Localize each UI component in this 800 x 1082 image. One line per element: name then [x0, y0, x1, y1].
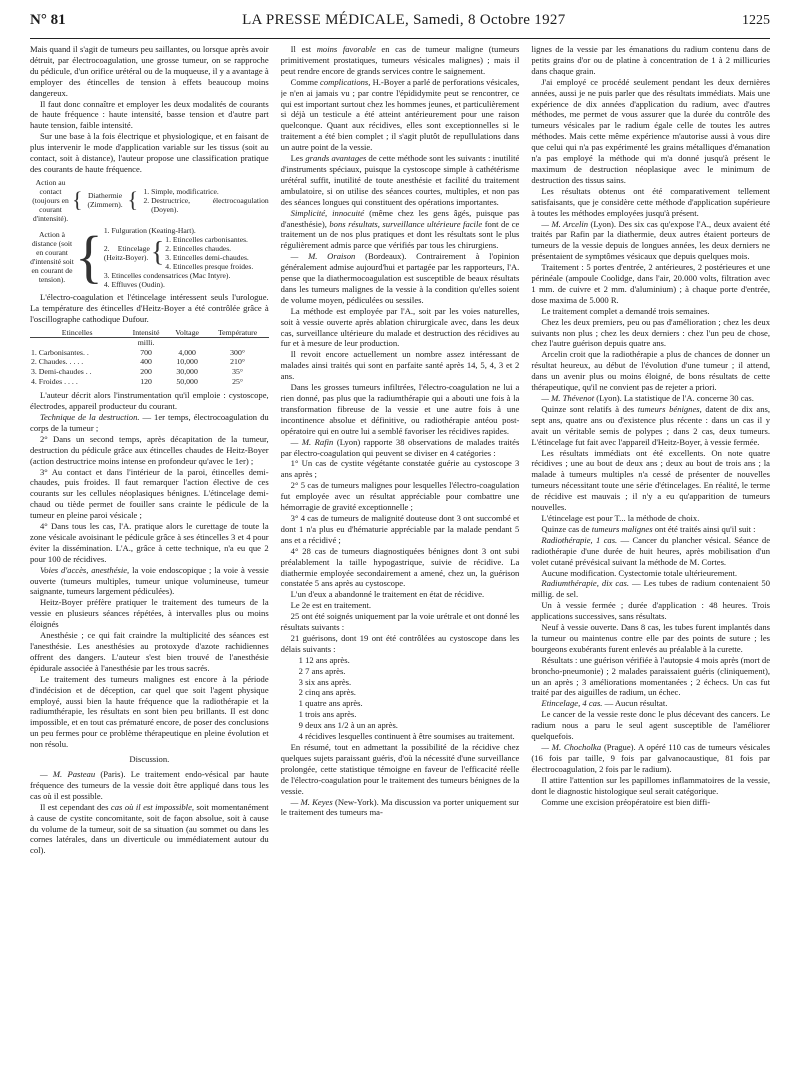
table-header: Température	[206, 328, 268, 338]
classification-sublist	[165, 235, 253, 271]
paragraph: Le 2e est en traitement.	[290, 600, 372, 611]
classification-distance	[30, 226, 269, 289]
classification-item: 1. Fulguration (Keating-Hart).	[103, 225, 196, 235]
list-item: 4 récidives lesquelles continuent à être soumises au traitement.	[298, 731, 515, 742]
classification-label: Action à distance (soit en courant d'intensité soit en courant de tension).	[30, 230, 74, 285]
paragraph: Dans les grosses tumeurs infiltrées, l'électro-coagulation ne lui a rien donné, pas plus que la radiumthérapie qui a abouti une fois à la transformation fibreuse de la vessie et une autre fois à une incontinence absolue et définitive, ou radiothérapie antéou post-opératoire qui en outre lui a semblé favoriser les récidives rapides.	[280, 382, 520, 436]
list-item: 1 12 ans après.	[298, 654, 350, 665]
paragraph: Simplicité, innocuité (même chez les gens âgés, puisque pas d'anesthésie), bons résultats, surveillance ultérieure facile font de ce traitement un de nos plus pratiques et dont les résultats sont le plus régulièrement admis parce que vérifiés par tous les chirurgiens.	[280, 207, 520, 251]
column-3	[531, 44, 770, 1074]
paragraph: — M. Pasteau (Paris). Le traitement endo-vésical par haute fréquence des tumeurs de la vessie doit être appliqué dans tous les cas où il est possible.	[30, 768, 269, 801]
paragraph: Le traitement complet a demandé trois semaines.	[541, 305, 710, 316]
paragraph: 25 ont été soignés uniquement par la voie urétrale et ont donné les résultats suivants :	[280, 611, 520, 633]
table-header: Intensité	[124, 328, 167, 338]
paragraph: Radiothérapie, 1 cas. — Cancer du plancher vésical. Séance de radiothérapie d'une durée de huit heures, après mobilisation d'un volet cutané prévésical suivant la méthode de M. Cortes.	[531, 534, 771, 567]
classification-label: Action au contact (toujours en courant d'intensité).	[32, 177, 69, 223]
paragraph: Le cancer de la vessie reste donc le plus décevant des cancers. Le radium nous a paru le seul agent susceptible de l'améliorer quelquefois.	[531, 709, 771, 742]
article-columns	[30, 44, 770, 1074]
paragraph: Un à vessie fermée ; durée d'application : 48 heures. Trois applications successives, sans résultats.	[531, 600, 771, 622]
paragraph: Quinze cas de tumeurs malignes ont été traités ainsi qu'il suit :	[541, 523, 756, 534]
list-item: 1 trois ans après.	[298, 709, 357, 720]
table-header: Voltage	[168, 328, 207, 338]
classification-mid: 2. Etincelage (Heitz-Boyer).	[103, 243, 150, 262]
paragraph: Il attire l'attention sur les papillomes inflammatoires de la vessie, dont le diagnostic histologique seul serait catégorique.	[531, 774, 771, 796]
classification-item: 2. Etincelles chaudes.	[165, 243, 232, 253]
classification-item: 1. Etincelles carbonisantes.	[165, 234, 248, 244]
paragraph: Technique de la destruction. — 1er temps, électrocoagulation du corps de la tumeur ;	[30, 411, 269, 433]
paragraph: Chez les deux premiers, peu ou pas d'amélioration ; chez les deux suivants non plus ; chez les deux derniers : chez l'un peu de chose, chez l'autre guérison depuis quatre ans.	[531, 316, 771, 349]
paragraph: 1° Un cas de cystite végétante constatée guérie au cystoscope 3 ans après ;	[280, 458, 520, 480]
page-number: 1225	[741, 13, 770, 28]
paragraph: Neuf à vessie ouverte. Dans 8 cas, les tubes furent implantés dans la tumeur ou maintenus contre elle par des points de suture ; les bourgeons exubérants furent enlevés au préalable à la curette.	[531, 622, 771, 654]
sparks-table	[30, 328, 269, 387]
list-item: 2 7 ans après.	[298, 665, 346, 676]
brace: {	[127, 187, 139, 213]
paragraph: Quinze sont relatifs à des tumeurs bénignes, datent de dix ans, sept ans, quatre ans ou d'existence plus récente : dans un cas il y avait un véritable semis de polypes ; dans 2 cas, deux tumeurs. L'étincelage fut fait avec l'appareil d'Heitz-Boyer, à vessie fermée.	[531, 403, 771, 447]
paragraph: La méthode est employée par l'A., soit par les voies naturelles, soit à vessie ouverte après ablation chirurgicale avec, dans les deux cas, surveillance ultérieure du malade et destruction des récidives au fur et à mesure de leur production.	[280, 305, 520, 349]
list-item: 9 deux ans 1/2 à un an après.	[298, 720, 398, 731]
list-item: 3 six ans après.	[298, 676, 352, 687]
paragraph: 3° Au contact et dans l'intérieur de la paroi, étincelles demi-chaudes, puis froides. Il faut remarquer l'action élective de ces courants sur les cellules néoplasiques bénignes. L'étincelage demi-chaud ou tiède permet de fouiller sans crainte le pédicule de la tumeur en pleine paroi vésicale ;	[30, 466, 269, 521]
classification-item: 3. Etincelles demi-chaudes.	[165, 252, 249, 262]
paragraph: Il est moins favorable en cas de tumeur maligne (tumeurs primitivement prostatiques, tumeurs vésicales malignes) ; mais il peut rendre encore de grands services contre le saignement.	[280, 44, 520, 76]
paragraph: Arcelin croit que la radiothérapie a plus de chances de donner un résultat heureux, au début de l'évolution d'une tumeur ; il attend, dans un avenir plus ou moins éloigné, de bons résultats de cette thérapeutique, qu'il ne convient pas de rejeter a priori.	[531, 349, 771, 393]
paragraph: 2° Dans un second temps, après décapitation de la tumeur, destruction du pédicule grâce aux étincelles chaudes de Heitz-Boyer (action destructrice moins intense en profondeur qu'avec le 1er) ;	[30, 433, 269, 466]
paragraph: Anesthésie ; ce qui fait craindre la multiplicité des séances est l'anesthésie. Les anesthésies au protoxyde d'azote rachidiennes offrent des dangers. L'auteur s'est bien trouvé de l'anesthésie épidurale associée à l'anesthésie par les trous sacrés.	[30, 630, 269, 673]
paragraph: Résultats : une guérison vérifiée à l'autopsie 4 mois après (mort de broncho-pneumonie) ; 2 malades paraissaient guéris (cliniquement), un an après ; 3 améliorations momentanées ; 2 échecs. Un cas fut traité par des aiguilles de radium, un échec.	[531, 654, 771, 698]
classification-item: 1. Simple, modificatrice.	[151, 187, 269, 196]
table-row: 3. Demi-chaudes . . 200 30,000 35°	[31, 366, 244, 376]
paragraph: Comme complications, H.-Boyer a parlé de perforations vésicales, je n'en ai jamais vu ; par contre l'épididymite peut se rencontrer, ce qui est important surtout chez les hommes jeunes, et particulièrement si déjà un testicule a été atteint antérieurement pour une raison quelconque. Quant aux récidives, elles sont exceptionnelles si le traitement a été bien complet ; il s'agit plutôt de repullulations dans un autre point de la vessie.	[280, 76, 520, 153]
discussion-heading: Discussion.	[129, 754, 170, 765]
paragraph: Il revoit encore actuellement un nombre assez intéressant de malades ainsi traités qui sont en parfaite santé après 14, 5, 4, 3 et 2 ans.	[280, 349, 520, 382]
paragraph: — M. Keyes (New-York). Ma discussion va porter uniquement sur le traitement des tumeurs ma-	[280, 796, 520, 818]
paragraph: L'étincelage est pour T... la méthode de choix.	[541, 512, 700, 523]
classification-item: 3. Etincelles condensatrices (Mac Intyre).	[103, 270, 231, 280]
paragraph: En résumé, tout en admettant la possibilité de la récidive chez quelques sujets paraissant guéris, d'où la nécessité d'une surveillance prolongée, cette statistique témoigne en faveur de l'efficacité réelle de l'électro-coagulation pour le traitement des tumeurs bénignes de la vessie.	[280, 742, 520, 796]
brace: {	[150, 236, 165, 268]
classification-item: 4. Effluves (Oudin).	[103, 279, 165, 289]
list-item: 2 cinq ans après.	[298, 687, 356, 698]
paragraph: Etincelage, 4 cas. — Aucun résultat.	[541, 698, 668, 709]
table-row: 1. Carbonisantes. . 700 4,000 300°	[31, 347, 245, 357]
paragraph: — M. Arcelin (Lyon). Des six cas qu'expose l'A., deux avaient été traités par Rafin par la diathermie, deux autres étaient porteurs de tumeurs de la vessie depuis de longues années, les deux derniers ne présentaient de symptômes vésicaux que depuis quelques mois.	[531, 218, 771, 262]
paragraph: L'électro-coagulation et l'étincelage intéressent seuls l'urologue. La température des étincelles d'Heitz-Boyer a été contrôlée grâce à l'oscillographe cathodique Dufour.	[30, 291, 269, 324]
brace: {	[72, 187, 83, 213]
paragraph: lignes de la vessie par les émanations du radium contenu dans de petits grains d'or ou de platine à concentration de 1 à 2 millicuries dans chaque grain.	[531, 44, 771, 76]
paragraph: 3° 4 cas de tumeurs de malignité douteuse dont 3 ont succombé et dont 1 n'a plus eu d'hématurie appréciable par la malade pendant 5 ans et a récidivé ;	[280, 512, 520, 545]
issue-number: N° 81	[30, 12, 66, 28]
paragraph: L'auteur décrit alors l'instrumentation qu'il emploie : cystoscope, électrodes, appareil producteur du courant.	[30, 390, 269, 412]
paragraph: J'ai employé ce procédé seulement pendant les deux dernières années, aussi je ne puis parler que des résultats immédiats. Mais une expérience de dix années d'application du radium, avec d'autres méthodes, me permet de vous assurer que la durée du contrôle des tumeurs vésicales par le radium égale celle de toutes les autres méthodes. Mais cette même expérience m'autorise aussi à vous dire que celui qui n'a pas expérimenté les grains métalliques d'émanation n'a pas employé la méthode qui m'a donné jusqu'à présent le maximum de destruction néoplasique avec le minimum de destruction des tissus sains.	[531, 76, 771, 185]
column-1	[30, 44, 269, 1074]
paragraph: Les résultats immédiats ont été excellents. On note quatre récidives ; une au bout de deux ans ; deux au bout de trois ans ; la malade à tumeurs multiples n'a cessé de présenter de nouvelles tumeurs nécessitant toute une série d'étincelages. En réalité, le terme de récidive est mauvais ; il n'y a eu qu'apparition de tumeurs nouvelles.	[531, 447, 771, 513]
column-2	[281, 44, 520, 1074]
paragraph: — M. Oraison (Bordeaux). Contrairement à l'opinion généralement admise aujourd'hui et partagée par les rapporteurs, l'A. pense que la diathermocoagulation est susceptible de beaux résultats dans les tumeurs malignes de la vessie à la condition qu'elles soient de volume moyen, pédiculées ou sessiles.	[280, 251, 520, 305]
paragraph: 21 guérisons, dont 19 ont été contrôlées au cystoscope dans les délais suivants :	[280, 632, 520, 654]
paragraph: Aucune modification. Cystectomie totale ultérieurement.	[541, 567, 738, 578]
paragraph: Heitz-Boyer préfère pratiquer le traitement des tumeurs de la vessie en plusieurs séances répétées, à intervalles plus ou moins éloignés	[30, 597, 269, 630]
paragraph: Voies d'accès, anesthésie, la voie endoscopique ; la voie à vessie ouverte (tumeurs multiples, tumeur unique volumineuse, tumeur saignante, tumeurs largement pédiculées).	[30, 564, 269, 597]
paragraph: 4° Dans tous les cas, l'A. pratique alors le curettage de toute la zone vésicale avoisinant le pédicule grâce à ses étincelles 3 et 4 pour éviter la dissémination. L'A., grâce à cette technique, n'a eu que 2 pour 100 de récidives.	[30, 521, 269, 564]
paragraph: — M. Thévenot (Lyon). La statistique de l'A. concerne 30 cas.	[541, 393, 754, 403]
paragraph: Il est cependant des cas où il est impossible, soit momentanément à cause de cystite concomitante, soit de façon absolue, soit à cause du volume de la tumeur, soit de sa situation (au sommet ou dans les cornes latérales, dans un diverticule ou immédiatement autour du col).	[30, 801, 269, 856]
paragraph: Mais quand il s'agit de tumeurs peu saillantes, ou lorsque après avoir détruit, par électrocoagulation, une grosse tumeur, on se rapproche du pédicule, d'un orifice urétéral ou de la muqueuse, il y a avantage à employer des étincelles de tension à effets beaucoup moins dangereux.	[30, 44, 269, 98]
journal-title: LA PRESSE MÉDICALE, Samedi, 8 Octobre 1927	[242, 12, 566, 28]
classification-item: 4. Etincelles presque froides.	[165, 261, 254, 271]
paragraph: Les résultats obtenus ont été comparativement tellement satisfaisants, que je considère cette méthode d'application supérieure à toutes les méthodes employées jusqu'à présent.	[531, 185, 771, 218]
paragraph: L'un d'eux a abandonné le traitement en état de récidive.	[290, 589, 485, 600]
paragraph: — M. Rafin (Lyon) rapporte 38 observations de malades traités par électro-coagulation qui peuvent se diviser en 4 catégories :	[280, 436, 520, 458]
paragraph: 2° 5 cas de tumeurs malignes pour lesquelles l'électro-coagulation fut employée avec un résultat appréciable pour combattre une hémorragie de gravité exceptionnelle ;	[280, 480, 520, 513]
classification-contact	[30, 178, 269, 223]
paragraph: — M. Chocholka (Prague). A opéré 110 cas de tumeurs vésicales (16 fois par taille, 9 fois par galvanocaustique, 81 fois par électrocoagulation, 2 fois par le radium).	[531, 742, 771, 774]
table-row: 4. Froides . . . . 120 50,000 25°	[31, 376, 244, 386]
brace: {	[75, 224, 103, 290]
table-header: Etincelles	[30, 328, 124, 338]
classification-item: 2. Destructrice, électrocoagulation (Doyen).	[151, 196, 269, 214]
paragraph: Le traitement des tumeurs malignes est encore à la période d'indécision et de déception, car quel que soit l'agent physique employé, aussi bien la haute fréquence que la radiothérapie et la radiumthérapie, les résultats en sont bien peu brillants. Il est donc impossible, et en tout cas prématuré encore, de poser des conclusions un peu fermes pour ce problème thérapeutique en pleine évolution et non résolu.	[30, 673, 269, 750]
results-list	[281, 655, 520, 742]
table-unit: milli.	[137, 338, 155, 348]
classification-mid: Diathermie (Zimmern).	[87, 191, 123, 210]
paragraph: Radiumthérapie, dix cas. — Les tubes de radium contenaient 50 millig. de sel.	[531, 578, 771, 600]
page-header	[30, 12, 770, 39]
paragraph: Sur une base à la fois électrique et physiologique, et en faisant de plus intervenir le mode d'application variable sur les tissus (soit au contact, soit à distance), l'auteur propose une classification pratique des courants de haute fréquence.	[30, 131, 269, 174]
paragraph: Comme une excision préopératoire est bien diffi-	[541, 796, 711, 807]
paragraph: Traitement : 5 portes d'entrée, 2 antérieures, 2 postérieures et une périnéale (ampoule Coolidge, dans l'air, 20.000 volts, filtration avec 1 mm. de cuivre et 2 mm. d'aluminium) ; à chaque porte d'entrée, dose maxima de 5.000 R.	[531, 262, 771, 305]
classification-list	[139, 187, 269, 214]
list-item: 1 quatre ans après.	[298, 698, 363, 709]
paragraph: Il faut donc connaître et employer les deux modalités de courants de haute fréquence : haute intensité, basse tension et d'autre part haute tension, faible intensité.	[30, 98, 269, 131]
paragraph: Les grands avantages de cette méthode sont les suivants : inutilité d'instruments spéciaux, puisque la cystoscope simple à cathétérisme urétéral suffit, inutilité de toute anesthésie et facilité du traitement ambulatoire, si on utilise des séances courtes, multiples, et non pas des séances longues qui constituent des opérations importantes.	[280, 153, 520, 207]
paragraph: 4° 28 cas de tumeurs diagnostiquées bénignes dont 3 ont subi préalablement la taille hypogastrique, suivie de récidive. La diathermie employée secondairement a amené, chez un, la guérison constatée 5 ans après au cystoscope.	[280, 545, 520, 589]
table-row: 2. Chaudes. . . . . 400 10,000 210°	[31, 357, 245, 367]
